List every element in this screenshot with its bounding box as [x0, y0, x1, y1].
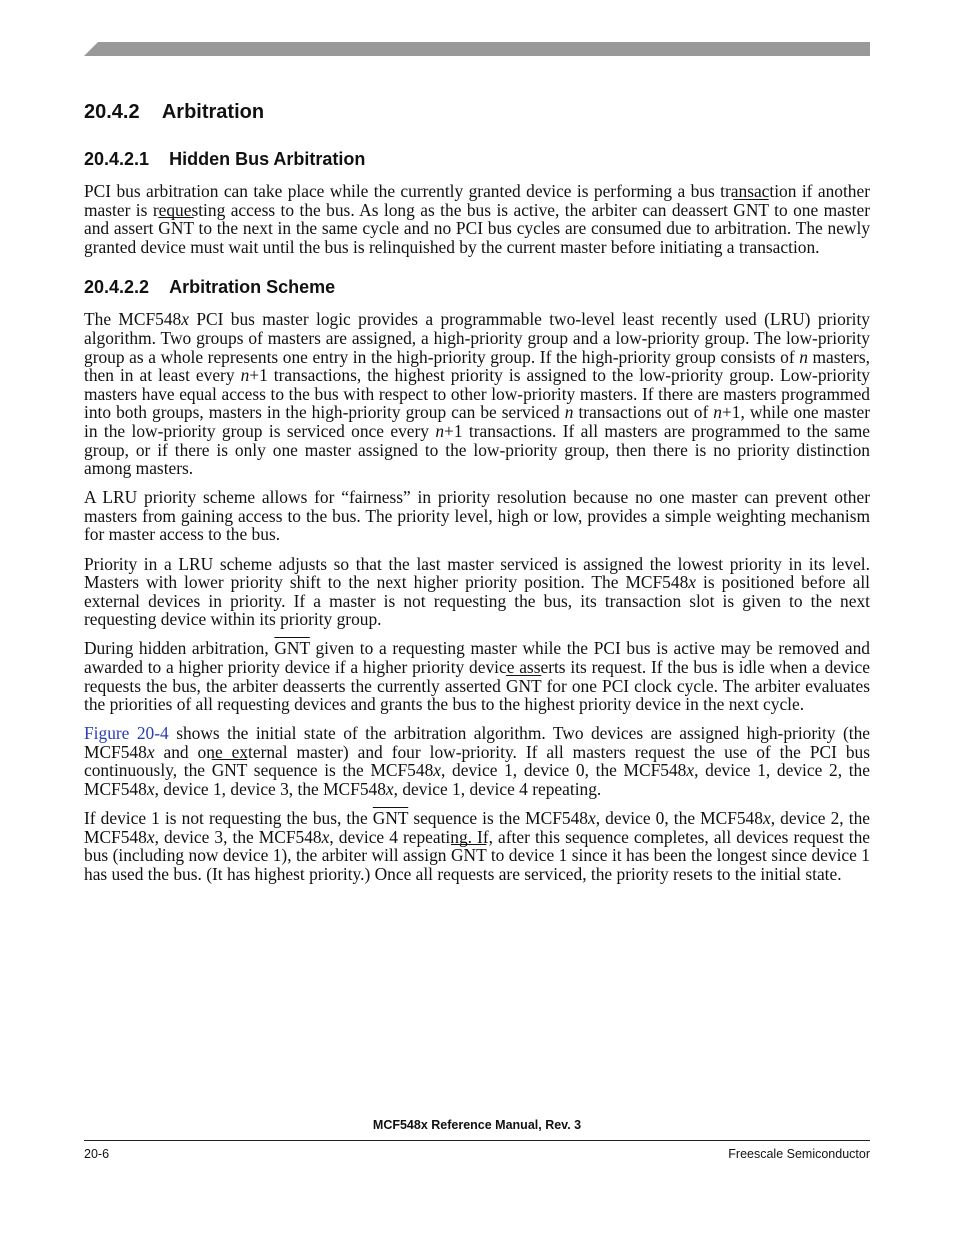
italic-x: x	[146, 826, 155, 847]
italic-x: x	[385, 779, 394, 800]
text-run: , device 1, device 3, the MCF548	[154, 779, 386, 800]
footer-title: MCF548x Reference Manual, Rev. 3	[372, 1118, 582, 1132]
text-run: A LRU priority scheme allows for “fairness” in priority resolution because no one master can prevent other masters from gaining access to the bus. The priority level, high or low, provides a simple weighting mechanism for master access to the bus.	[84, 487, 870, 545]
paragraph-hidden-arbitration-detail	[84, 639, 870, 713]
text-run: to device 1 since it has been the longest since device 1 has used the bus. (It has highest priority.) Once all requests are serviced, the priority resets to the initial state.	[84, 845, 871, 884]
section-heading	[84, 100, 870, 124]
subsection-title: Hidden Bus Arbitration	[169, 149, 366, 169]
subsection-number: 20.4.2.2	[84, 277, 150, 298]
italic-n: n	[799, 346, 808, 367]
italic-x: x	[181, 309, 189, 330]
gnt-signal: $\overline{GNT}$	[505, 675, 542, 696]
italic-x: x	[433, 760, 441, 781]
gnt-signal: $\overline{GNT}$	[274, 638, 310, 659]
page-content	[84, 96, 870, 894]
text-run: given to a requesting master while the PCI bus is active may be removed and awarded to a higher priority device if a higher priority device asserts its request. If the bus is idle when a device requests the bus, the arbiter deasserts the currently asserted	[84, 638, 870, 696]
text-run: +1 transactions. If all masters are programmed to the same group, or if there is only one master assigned to the low-priority group, then there is no priority distinction among masters.	[84, 420, 870, 479]
text-run: , device 0, the MCF548	[595, 808, 763, 829]
text-run: is positioned before all external devices in priority. If a master is not requesting the bus, its transaction slot is given to the next requesting device within its priority group.	[84, 572, 870, 630]
paragraph-device1-not-requesting	[84, 809, 870, 883]
page-number: 20-6	[84, 1147, 110, 1161]
section-number: 20.4.2	[84, 101, 140, 123]
italic-x: x	[146, 779, 155, 800]
header-bar	[84, 42, 870, 56]
text-run: +1 transactions, the highest priority is assigned to the low-priority group. Low-priority masters have equal access to the bus with respect to other low-priority masters. If there are masters programmed into both groups, masters in the high-priority group can be serviced	[84, 365, 870, 423]
text-run: and one external master) and four low-priority. If all masters request the use of the PCI bus continuously, the	[84, 741, 870, 781]
gnt-signal: $\overline{GNT}$	[450, 845, 487, 866]
text-run: , device 2, the MCF548	[84, 808, 870, 847]
italic-n: n	[435, 420, 445, 441]
text-run: to the next in the same cycle and no PCI bus cycles are consumed due to arbitration. The newly granted device must wait until the bus is relinquished by the current master before initiating a transaction.	[84, 218, 871, 257]
text-run: transactions out of	[573, 402, 714, 423]
text-run: , device 1, device 2, the MCF548	[84, 760, 870, 800]
footer-company: Freescale Semiconductor	[728, 1147, 870, 1161]
text-run: PCI bus arbitration can take place while the currently granted device is performing a bus transaction if another master is requesting access to the bus. As long as the bus is active, the arbiter can deassert	[84, 181, 870, 220]
paragraph-hidden-arbitration	[84, 182, 870, 256]
italic-x: x	[686, 760, 695, 781]
text-run: During hidden arbitration,	[84, 638, 275, 659]
gnt-signal: $\overline{GNT}$	[733, 199, 769, 220]
text-run: sequence is the MCF548	[408, 808, 588, 829]
text-run: , device 1, device 4 repeating.	[393, 779, 602, 800]
subsection-heading-scheme	[84, 276, 870, 298]
italic-x: x	[146, 741, 155, 762]
text-run: , device 1, device 0, the MCF548	[441, 760, 687, 781]
figure-link[interactable]: Figure 20-4	[84, 723, 169, 744]
subsection-heading-hidden	[84, 148, 870, 170]
gnt-signal: $\overline{GNT}$	[211, 760, 248, 781]
italic-x: x	[688, 572, 697, 593]
italic-x: x	[588, 808, 596, 829]
italic-n: n	[564, 402, 574, 423]
gnt-signal: $\overline{GNT}$	[372, 808, 409, 829]
text-run: to one master and assert	[84, 199, 870, 239]
section-title: Arbitration	[161, 101, 265, 123]
text-run: , device 4 repeating. If, after this sequence completes, all devices request the bus (including now device 1), the arbiter will assign	[84, 826, 870, 866]
text-run: masters, then in at least every	[84, 346, 870, 386]
text-run: +1, while one master in the low-priority group is serviced once every	[84, 402, 870, 441]
paragraph-initial-state	[84, 724, 870, 798]
italic-n: n	[240, 365, 250, 386]
subsection-title: Arbitration Scheme	[169, 277, 336, 298]
italic-n: n	[713, 402, 722, 423]
paragraph-lru-algorithm	[84, 310, 870, 477]
text-run: If device 1 is not requesting the bus, the	[84, 808, 373, 829]
text-run: shows the initial state of the arbitration algorithm. Two devices are assigned high-priority (the MCF548	[84, 723, 870, 762]
subsection-number: 20.4.2.1	[84, 149, 150, 169]
paragraph-fairness	[84, 488, 870, 544]
text-run: for one PCI clock cycle. The arbiter evaluates the priorities of all requesting devices and grants the bus to the highest priority device in the next cycle.	[84, 675, 870, 715]
italic-x: x	[762, 808, 771, 829]
gnt-signal: $\overline{GNT}$	[158, 218, 194, 239]
text-run: , device 3, the MCF548	[154, 826, 322, 847]
paragraph-priority-shift	[84, 555, 870, 629]
text-run: sequence is the MCF548	[247, 760, 434, 781]
footer-divider	[84, 1140, 870, 1141]
italic-x: x	[321, 826, 330, 847]
text-run: Priority in a LRU scheme adjusts so that the last master serviced is assigned the lowest priority in its level. Masters with lower priority shift to the next higher priority position. The MCF548	[84, 553, 870, 593]
text-run: The MCF548	[84, 309, 182, 330]
text-run: PCI bus master logic provides a programmable two-level least recently used (LRU) priority algorithm. Two groups of masters are assigned, a high-priority group and a low-priority group. The low-priority group as a whole represents one entry in the high-priority group. If the high-priority group consists of	[84, 309, 870, 367]
